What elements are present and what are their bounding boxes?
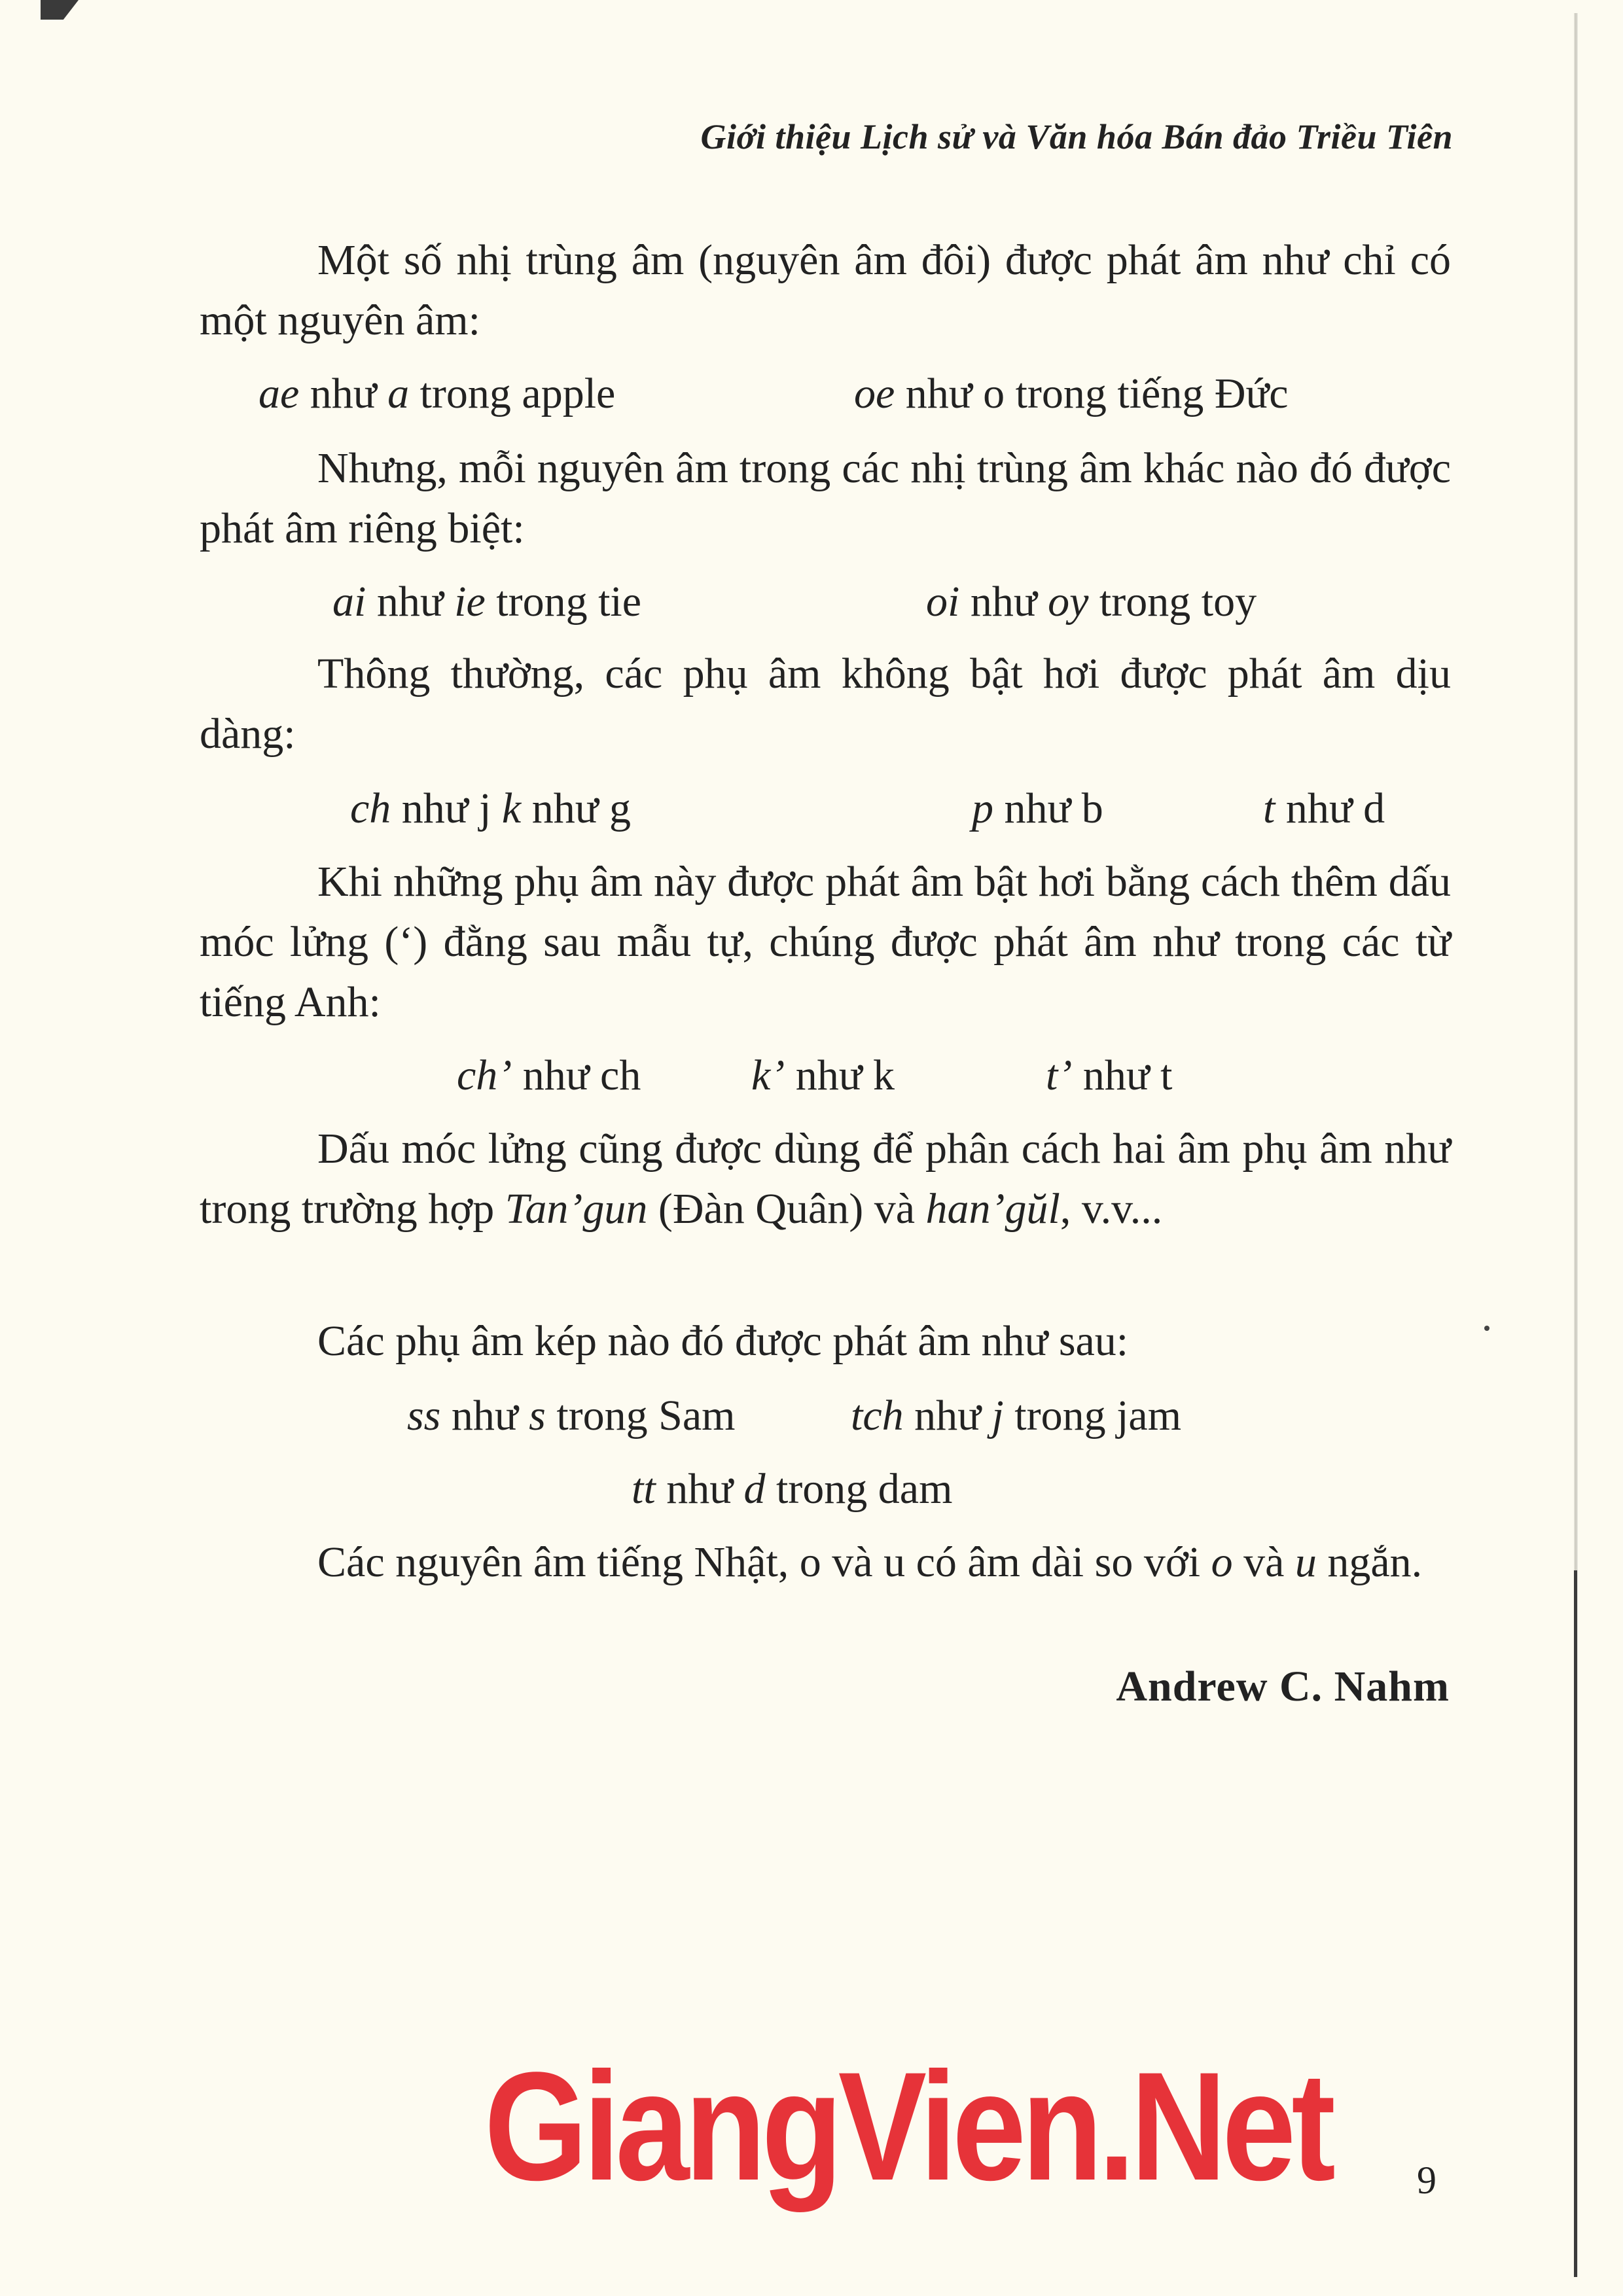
example-ae: ae như a trong apple xyxy=(259,370,616,417)
example-ai: ai như ie trong tie xyxy=(332,578,642,626)
paragraph-japanese-vowels: Các nguyên âm tiếng Nhật, o và u có âm dài so với o và u ngắn. xyxy=(317,1538,1423,1586)
paragraph-apostrophe: Dấu móc lửng cũng được dùng để phân cách hai âm phụ âm như trong trường hợp Tan’gun (Đàn Quân) và han’gŭl, v.v... xyxy=(200,1125,1451,1233)
example-t: t như d xyxy=(1263,785,1385,832)
page-number: 9 xyxy=(1417,2159,1436,2202)
watermark-logo: GiangVien.Net xyxy=(484,2040,1332,2213)
example-oe: oe như o trong tiếng Đức xyxy=(854,370,1289,417)
example-t-aspirated: t’ như t xyxy=(1046,1051,1173,1099)
example-tt: tt như d trong dam xyxy=(632,1465,953,1513)
paragraph-double-consonants: Các phụ âm kép nào đó được phát âm như sau: xyxy=(317,1317,1129,1365)
example-ch-aspirated: ch’ như ch xyxy=(457,1051,641,1099)
paragraph-unaspirated: Thông thường, các phụ âm không bật hơi được phát âm dịu dàng: xyxy=(200,650,1451,758)
paragraph-aspirated: Khi những phụ âm này được phát âm bật hơi bằng cách thêm dấu móc lửng (‘) đằng sau mẫu tự, chúng được phát âm như trong các từ tiếng Anh: xyxy=(200,858,1451,1026)
example-k-aspirated: k’ như k xyxy=(751,1051,895,1099)
scan-speck xyxy=(1484,1326,1489,1331)
example-ss: ss như s trong Sam xyxy=(407,1392,736,1439)
example-p: p như b xyxy=(972,785,1103,832)
page-edge-shadow xyxy=(1574,1570,1577,2277)
paragraph-separate-vowels: Nhưng, mỗi nguyên âm trong các nhị trùng âm khác nào đó được phát âm riêng biệt: xyxy=(200,444,1451,552)
paragraph-diphthongs: Một số nhị trùng âm (nguyên âm đôi) được phát âm như chỉ có một nguyên âm: xyxy=(200,236,1451,344)
running-head: Giới thiệu Lịch sử và Văn hóa Bán đảo Triều Tiên xyxy=(700,117,1453,156)
example-ch-k: ch như j k như g xyxy=(350,785,631,832)
author-signature: Andrew C. Nahm xyxy=(1116,1663,1450,1710)
example-tch: tch như j trong jam xyxy=(851,1392,1182,1439)
example-oi: oi như oy trong toy xyxy=(926,578,1257,626)
scan-corner-mark xyxy=(41,0,79,20)
